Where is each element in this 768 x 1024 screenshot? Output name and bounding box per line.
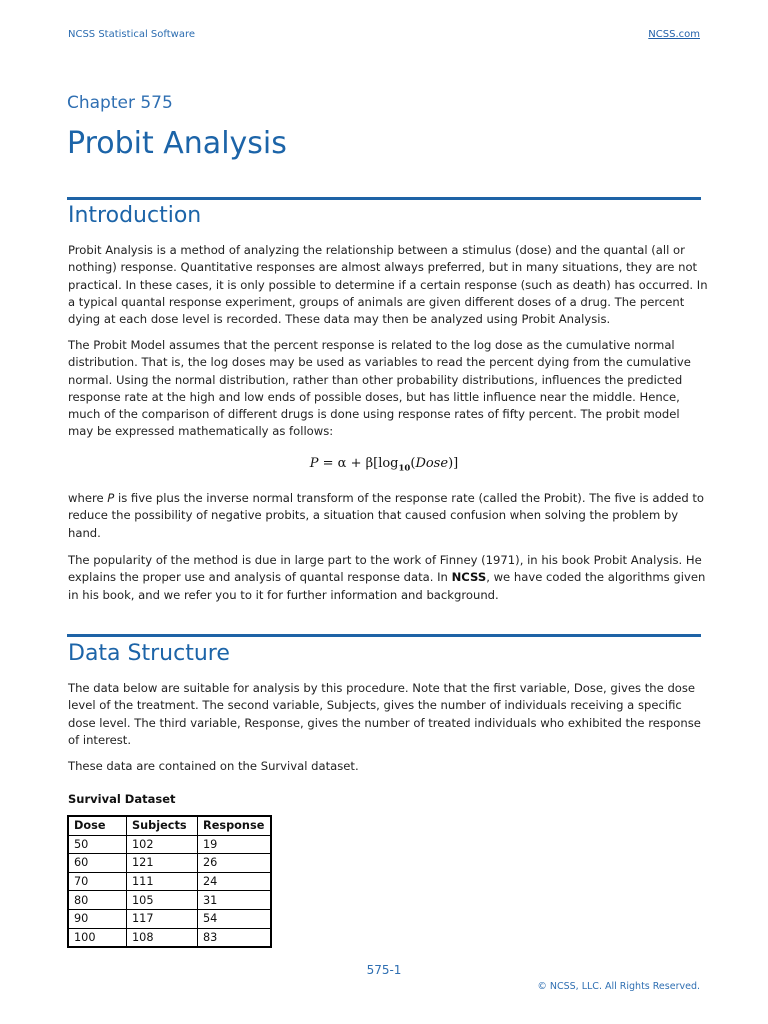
- cell-response: 19: [198, 835, 272, 854]
- cell-dose: 60: [68, 854, 127, 873]
- cell-subjects: 117: [127, 909, 198, 928]
- table-row: [68, 928, 271, 947]
- ncss-website-link[interactable]: NCSS.com: [648, 29, 700, 40]
- cell-subjects: 111: [127, 872, 198, 891]
- p3-variable-p: P: [107, 491, 115, 505]
- cell-response: 31: [198, 891, 272, 910]
- p3-text-pre: where: [68, 491, 108, 505]
- p3-text-post: is five plus the inverse normal transform of the response rate (called the Probit). The five is added to reduce the possibility of negative probits, a situation that caused confusion when solving the problem by hand.: [68, 491, 705, 540]
- intro-paragraph-3: [68, 490, 708, 542]
- section-divider-data-structure: [67, 634, 701, 637]
- p4-text-pre: The popularity of the method is due in large part to the work of Finney (1971), in his book Probit Analysis. He explains the proper use and analysis of quantal response data. In: [68, 553, 702, 585]
- cell-response: 83: [198, 928, 272, 947]
- table-caption: Survival Dataset: [68, 792, 176, 806]
- cell-response: 54: [198, 909, 272, 928]
- equation-lhs: P: [309, 456, 319, 471]
- p4-ncss-bold: NCSS: [451, 570, 487, 585]
- section-divider-introduction: [67, 197, 701, 200]
- cell-subjects: 105: [127, 891, 198, 910]
- table-row: [68, 909, 271, 928]
- intro-paragraph-1: Probit Analysis is a method of analyzing the relationship between a stimulus (dose) and the quantal (all or nothing) response. Quantitative responses are almost always preferred, but in many situations, they are not practical. In these cases, it is only possible to determine if a certain response (such as death) has occurred. In a typical quantal response experiment, groups of animals are given different doses of a drug. The percent dying at each dose level is recorded. These data may then be analyzed using Probit Analysis.: [68, 243, 708, 327]
- data-structure-paragraph-2: These data are contained on the Survival dataset.: [68, 759, 359, 773]
- equation-close: )]: [448, 456, 459, 471]
- cell-dose: 70: [68, 872, 127, 891]
- heading-introduction: Introduction: [68, 203, 202, 228]
- table-row: [68, 891, 271, 910]
- cell-response: 24: [198, 872, 272, 891]
- table-row: [68, 872, 271, 891]
- intro-paragraph-4: [68, 552, 708, 604]
- cell-dose: 50: [68, 835, 127, 854]
- column-header-dose: Dose: [68, 816, 127, 835]
- heading-data-structure: Data Structure: [68, 641, 230, 666]
- survival-dataset-table: [67, 815, 272, 948]
- data-structure-paragraph-1: The data below are suitable for analysis by this procedure. Note that the first variable, Dose, gives the dose level of the treatment. The second variable, Subjects, gives the number of individuals receiving a specific dose level. The third variable, Response, gives the number of treated individuals who exhibited the response of interest.: [68, 681, 701, 747]
- table-row: [68, 854, 271, 873]
- probit-equation: [0, 456, 768, 474]
- page-title: Probit Analysis: [67, 126, 287, 161]
- cell-dose: 100: [68, 928, 127, 947]
- equation-rhs-start: = α + β[log: [318, 456, 399, 471]
- column-header-subjects: Subjects: [127, 816, 198, 835]
- equation-open-paren: (: [410, 456, 416, 471]
- table-header-row: [68, 816, 271, 835]
- copyright-notice: © NCSS, LLC. All Rights Reserved.: [537, 981, 700, 992]
- equation-log-base: 10: [398, 463, 411, 474]
- cell-subjects: 121: [127, 854, 198, 873]
- cell-subjects: 102: [127, 835, 198, 854]
- cell-dose: 80: [68, 891, 127, 910]
- running-header-title: NCSS Statistical Software: [68, 29, 196, 40]
- page-number: 575-1: [366, 963, 402, 977]
- chapter-label: Chapter 575: [67, 93, 173, 113]
- cell-subjects: 108: [127, 928, 198, 947]
- equation-dose-variable: Dose: [415, 456, 449, 471]
- column-header-response: Response: [198, 816, 272, 835]
- table-row: [68, 835, 271, 854]
- p4-text-post: , we have coded the algorithms given in his book, and we refer you to it for further information and background.: [68, 570, 706, 602]
- cell-dose: 90: [68, 909, 127, 928]
- intro-paragraph-2: The Probit Model assumes that the percent response is related to the log dose as the cumulative normal distribution. That is, the log doses may be used as variables to read the percent dying from the cumulative normal. Using the normal distribution, rather than other probability distributions, influences the predicted response rate at the high and low ends of possible doses, but has little influence near the middle. Hence, much of the comparison of different drugs is done using response rates of fifty percent. The probit model may be expressed mathematically as follows:: [68, 338, 691, 439]
- cell-response: 26: [198, 854, 272, 873]
